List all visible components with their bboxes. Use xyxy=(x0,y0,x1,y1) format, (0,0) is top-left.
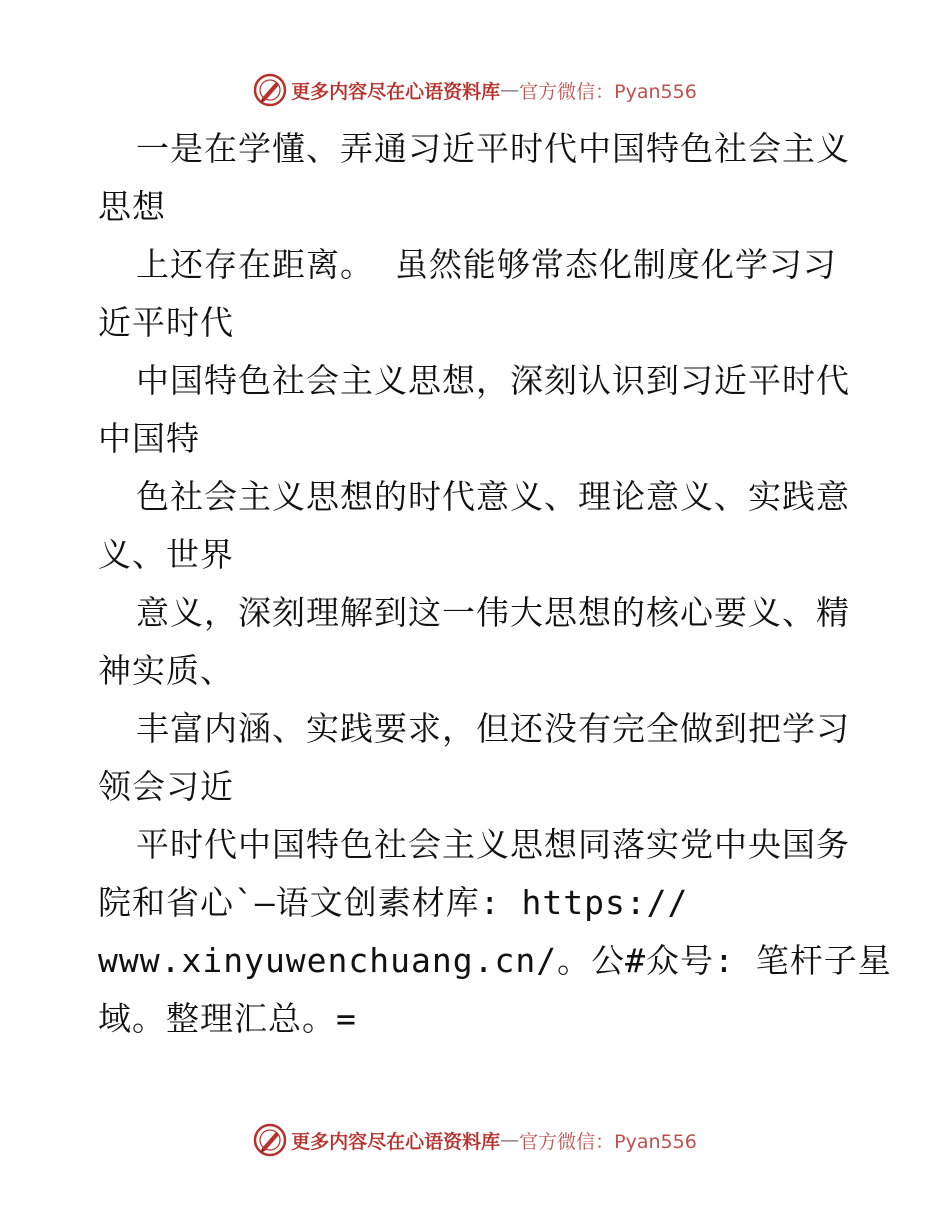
banner-title: 更多内容尽在心语资料库 xyxy=(291,80,501,103)
banner-wechat: 官方微信：Pyan556 xyxy=(519,80,697,103)
body-line: 神实质、 xyxy=(98,651,234,690)
body-line: 色社会主义思想的时代意义、理论意义、实践意 xyxy=(136,477,850,516)
body-line: 一是在学懂、弄通习近平时代中国特色社会主义 xyxy=(136,129,850,168)
pen-nib-logo-icon xyxy=(253,1123,287,1157)
body-line: 上还存在距离。 虽然能够常态化制度化学习习 xyxy=(136,245,837,284)
footer-banner-separator: — xyxy=(500,1129,520,1151)
body-line: 平时代中国特色社会主义思想同落实党中央国务 xyxy=(136,825,850,864)
body-line: 中国特 xyxy=(98,419,200,458)
pen-nib-logo-icon xyxy=(253,73,287,107)
body-line: 思想 xyxy=(98,187,166,226)
body-line: www.xinyuwenchuang.cn/。公#众号: 笔杆子星 xyxy=(98,941,892,980)
footer-banner xyxy=(0,1120,950,1160)
body-line: 丰富内涵、实践要求，但还没有完全做到把学习 xyxy=(136,709,850,748)
body-line: 领会习近 xyxy=(98,767,234,806)
document-body xyxy=(98,120,892,1048)
body-line: 域。整理汇总。= xyxy=(98,999,357,1038)
footer-banner-wechat: 官方微信：Pyan556 xyxy=(519,1130,697,1153)
body-line: 院和省心`—语文创素材库: https:// xyxy=(98,883,689,922)
banner-separator: — xyxy=(500,79,520,101)
body-line: 近平时代 xyxy=(98,303,234,342)
body-line: 意义，深刻理解到这一伟大思想的核心要义、精 xyxy=(136,593,850,632)
body-line: 中国特色社会主义思想，深刻认识到习近平时代 xyxy=(136,361,850,400)
body-line: 义、世界 xyxy=(98,535,234,574)
footer-banner-title: 更多内容尽在心语资料库 xyxy=(291,1130,501,1153)
header-banner xyxy=(0,70,950,110)
